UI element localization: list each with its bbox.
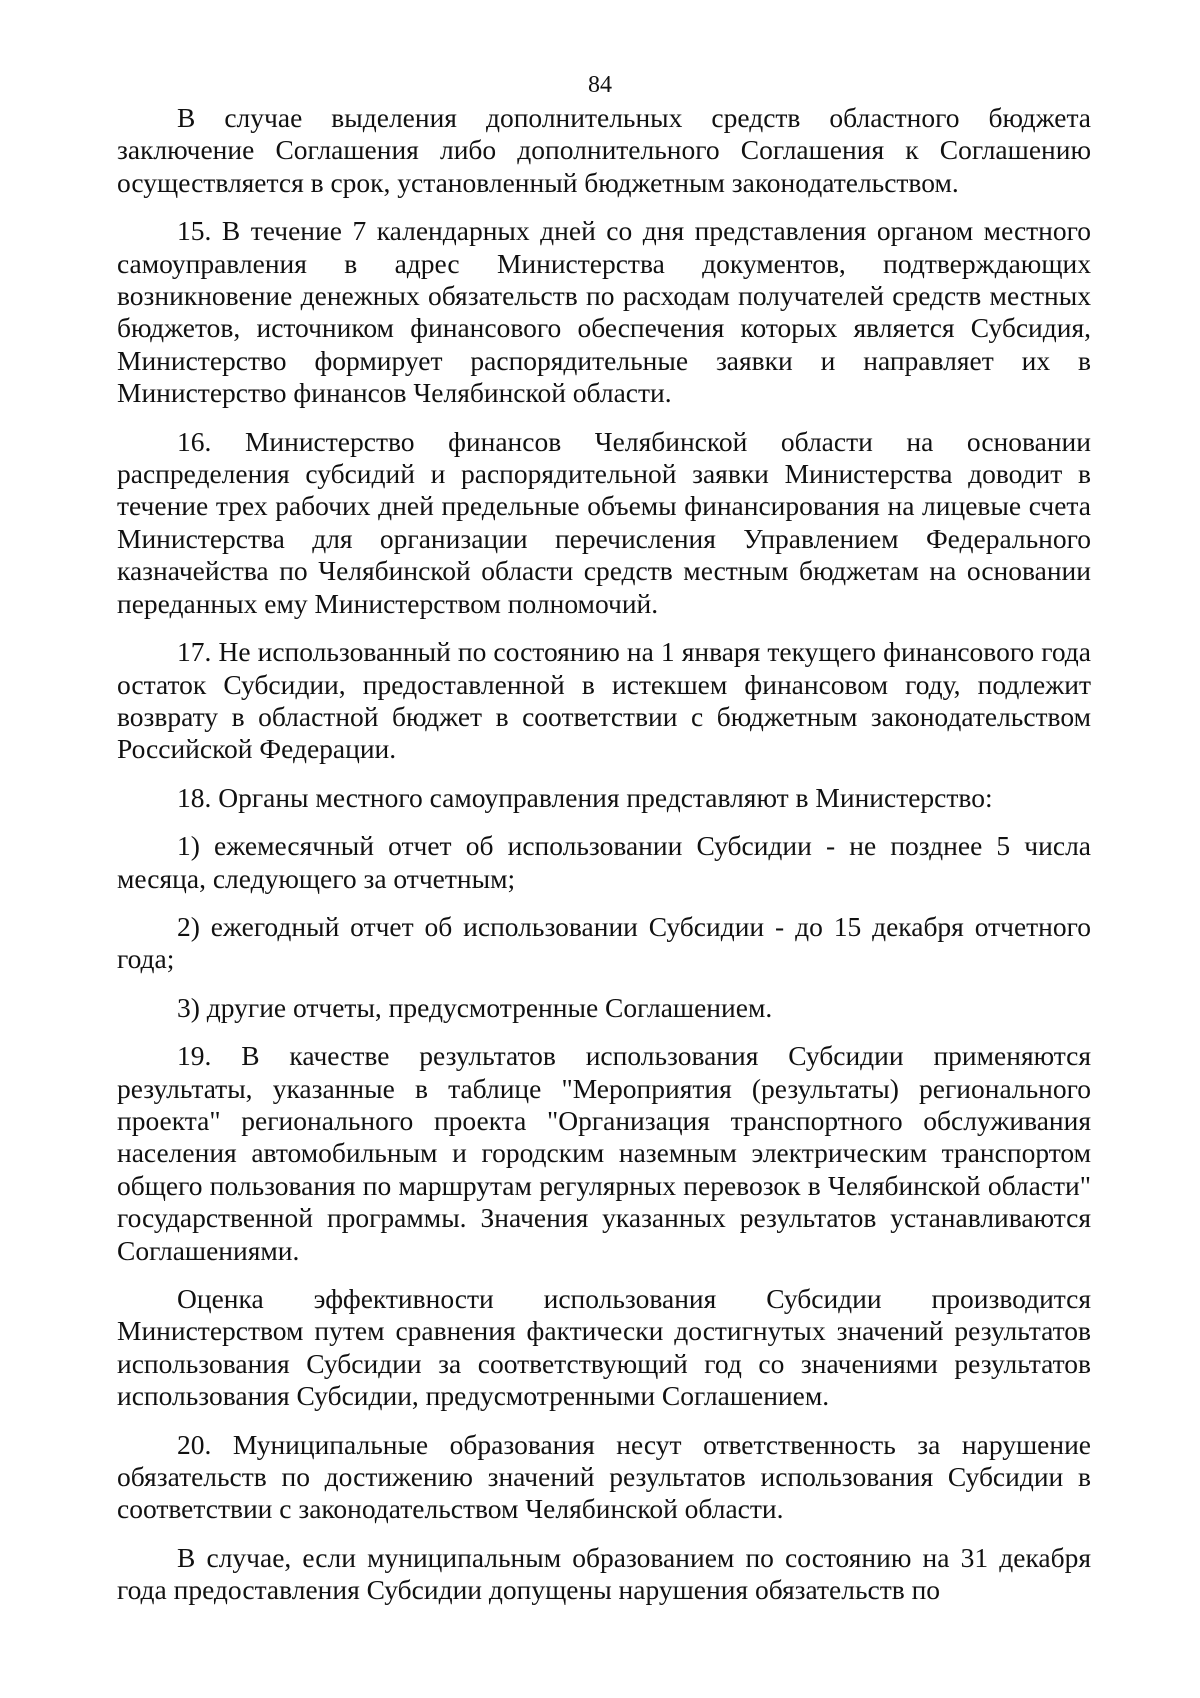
paragraph-evaluation: Оценка эффективности использования Субсидии производится Министерством путем сравнения фактически достигнутых значений результатов использования Субсидии за соответствующий год со значениями результатов использования Субсидии, предусмотренными Соглашением. — [117, 1283, 1091, 1412]
page-number: 84 — [588, 72, 612, 98]
paragraph-17: 17. Не использованный по состоянию на 1 января текущего финансового года остаток Субсидии, предоставленной в истекшем финансовом году, подлежит возврату в областной бюджет в соответствии с бюджетным законодательством Российской Федерации. — [117, 636, 1091, 765]
document-body — [117, 102, 1091, 1623]
paragraph-19: 19. В качестве результатов использования Субсидии применяются результаты, указанные в таблице "Мероприятия (результаты) регионального проекта" регионального проекта "Организация транспортного обслуживания населения автомобильным и городским наземным электрическим транспортом общего пользования по маршрутам регулярных перевозок в Челябинской области" государственной программы. Значения указанных результатов устанавливаются Соглашениями. — [117, 1040, 1091, 1266]
paragraph-18-item-3: 3) другие отчеты, предусмотренные Соглашением. — [177, 991, 773, 1023]
paragraph-20: 20. Муниципальные образования несут ответственность за нарушение обязательств по достижению значений результатов использования Субсидии в соответствии с законодательством Челябинской области. — [117, 1428, 1091, 1525]
paragraph-18-item-1: 1) ежемесячный отчет об использовании Субсидии - не позднее 5 числа месяца, следующего за отчетным; — [117, 830, 1091, 894]
paragraph-18-item-2: 2) ежегодный отчет об использовании Субсидии - до 15 декабря отчетного года; — [117, 910, 1091, 975]
paragraph-violation-case: В случае, если муниципальным образованием по состоянию на 31 декабря года предоставления Субсидии допущены нарушения обязательств по — [117, 1541, 1091, 1606]
paragraph-15: 15. В течение 7 календарных дней со дня представления органом местного самоуправления в адрес Министерства документов, подтверждающих возникновение денежных обязательств по расходам получателей средств местных бюджетов, источником финансового обеспечения которых является Субсидия, Министерство формирует распорядительные заявки и направляет их в Министерство финансов Челябинской области. — [117, 215, 1091, 409]
paragraph-16: 16. Министерство финансов Челябинской области на основании распределения субсидий и распорядительной заявки Министерства доводит в течение трех рабочих дней предельные объемы финансирования на лицевые счета Министерства для организации перечисления Управлением Федерального казначейства по Челябинской области средств местным бюджетам на основании переданных ему Министерством полномочий. — [117, 425, 1091, 619]
paragraph-additional-funds: В случае выделения дополнительных средств областного бюджета заключение Соглашения либо дополнительного Соглашения к Соглашению осуществляется в срок, установленный бюджетным законодательством. — [117, 102, 1091, 198]
paragraph-18: 18. Органы местного самоуправления представляют в Министерство: — [177, 781, 993, 813]
